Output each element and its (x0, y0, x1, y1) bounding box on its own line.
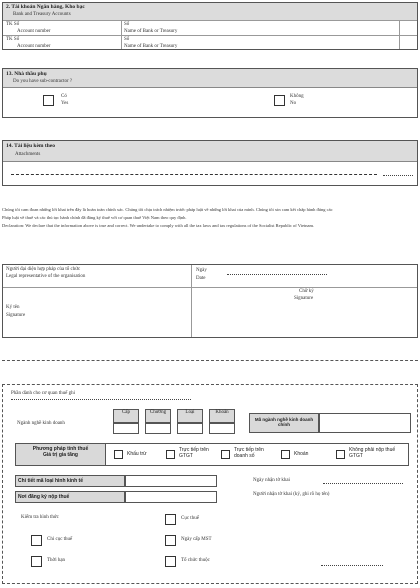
bank-account-label-en: Account number (17, 29, 51, 34)
method-khong-label: Không phải nộp thuế GTGT (349, 447, 396, 459)
detail-label (15, 475, 125, 487)
reg-place-input[interactable] (125, 491, 217, 503)
date-note-2: Người nhận tờ khai (ký, ghi rõ họ tên) (253, 492, 330, 497)
extra-checkbox-4[interactable] (31, 556, 42, 567)
bank-account-label: TK Số (6, 22, 20, 27)
subcontractor-yes-checkbox[interactable] (43, 95, 54, 106)
code-input-khoan[interactable] (209, 423, 235, 434)
stamp-label: Chữ ký (299, 289, 314, 294)
code-input-cap[interactable] (113, 423, 139, 434)
tax-method-box (15, 443, 409, 466)
extra-label-3: Ngày cấp MST (181, 537, 212, 542)
subcontractor-subtitle: Do you have sub-contractor ? (13, 79, 73, 84)
tax-method-label (16, 444, 106, 465)
extra-checkbox-5[interactable] (165, 556, 176, 567)
method-khau-tru-checkbox[interactable] (114, 450, 123, 459)
attachments-dotted-line (383, 175, 413, 176)
officer-title: Phần dành cho cơ quan thuế ghi (11, 391, 76, 396)
bank-name-label: Số (124, 37, 130, 42)
date-label: Ngày (196, 268, 207, 273)
bank-accounts-title: 2. Tài khoản Ngân hàng, Kho bạc (6, 4, 85, 10)
bank-name-label-en: Name of Bank or Treasury (124, 44, 178, 49)
extra-checkbox-3[interactable] (165, 535, 176, 546)
code-header-label: Chương (149, 410, 167, 415)
subcontractor-yes-label-en: Yes (61, 101, 69, 106)
date-label-en: Date (196, 276, 206, 281)
extra-label-5: Tổ chức thuộc (181, 558, 210, 563)
method-doanh-so-checkbox[interactable] (221, 450, 230, 459)
cut-line (2, 360, 418, 361)
sign-label: Ký tên (6, 305, 20, 310)
method-khau-tru-label: Khấu trừ (127, 451, 147, 457)
method-gtgt-label: Trực tiếp trên GTGT (179, 447, 209, 459)
date-note-1: Ngày nhận tờ khai (253, 478, 290, 483)
subcontractor-title: 13. Nhà thầu phụ (6, 71, 47, 77)
bank-account-label-en: Account number (17, 44, 51, 49)
bank-row-2 (3, 35, 417, 51)
bank-accounts-section (2, 2, 418, 50)
detail-text: Chi tiết mã loại hình kinh tế (18, 478, 84, 484)
signature-section (2, 264, 418, 338)
extra-checkbox-1[interactable] (165, 514, 176, 525)
main-code-input[interactable] (319, 413, 411, 433)
bank-row-1 (3, 20, 417, 36)
attachments-dashed-line (11, 174, 377, 175)
declaration-line-1: Chúng tôi cam đoan những lời khai trên đây là hoàn toàn chính xác. Chúng tôi chịu trách nhiệm trước pháp luật về những lời khai của mình. Chúng tôi xin cam kết chấp hành đúng các (2, 207, 333, 212)
rep-label: Người đại diện hợp pháp của tổ chức (6, 267, 81, 272)
signature-row-divider (3, 287, 417, 288)
attachments-header (3, 141, 417, 162)
code-header-cap (113, 409, 139, 423)
subcontractor-no-checkbox[interactable] (274, 95, 285, 106)
method-khoan-label: Khoán (294, 451, 309, 457)
attachments-section (2, 140, 418, 186)
extra-checkbox-2[interactable] (31, 535, 42, 546)
subcontractor-no-label-en: No (290, 101, 297, 106)
officer-section (2, 384, 418, 584)
attachments-subtitle: Attachments (15, 152, 41, 157)
date-dotted-line (227, 274, 327, 275)
code-header-label: Khoản (215, 410, 229, 415)
declaration-line-2: Pháp luật về thuế và các thủ tục hành chính đã đăng ký thuế với cơ quan thuế Việt Nam theo quy định. (2, 215, 187, 220)
sign-label-en: Signature (6, 313, 26, 318)
attachments-title: 14. Tài liệu kèm theo (6, 143, 55, 149)
bank-account-label: TK Số (6, 37, 20, 42)
bank-accounts-subtitle: Bank and Treasury Accounts (13, 12, 71, 17)
method-khong-checkbox[interactable] (336, 450, 345, 459)
tax-method-title: Phương pháp tính thuế (32, 446, 89, 452)
subcontractor-no-label: Không (290, 94, 304, 99)
main-code-label (249, 413, 319, 433)
main-code-text: Mã ngành nghề kinh doanh chính (254, 417, 314, 427)
subcontractor-section (2, 68, 418, 118)
subcontractor-header (3, 69, 417, 88)
extra-label-4: Thời hạn (47, 558, 66, 563)
subcontractor-yes-label: Có (61, 94, 67, 99)
code-header-chuong (145, 409, 171, 423)
rep-label-en: Legal representative of the organisation (6, 274, 86, 279)
extra-label-0: Kiểm tra hình thức (21, 515, 59, 520)
declaration-line-3: Declaration: We declare that the information above is true and correct. We undertake to comply with all the tax laws and tax regulations of the Socialist Republic of Vietnam. (2, 223, 315, 228)
business-code-label: Ngành nghề kinh doanh (17, 421, 65, 426)
method-doanh-so-label: Trực tiếp trên doanh số (234, 447, 264, 459)
bank-name-label: Số (124, 22, 130, 27)
code-header-label: Loại (185, 410, 195, 415)
officer-sign-line (321, 565, 383, 566)
code-input-loai[interactable] (177, 423, 203, 434)
officer-title-underline (11, 399, 191, 400)
bank-name-label-en: Name of Bank or Treasury (124, 29, 178, 34)
code-input-chuong[interactable] (145, 423, 171, 434)
method-khoan-checkbox[interactable] (281, 450, 290, 459)
method-gtgt-checkbox[interactable] (166, 450, 175, 459)
date-note-1-line (323, 483, 403, 484)
extra-label-2: Chi cục thuế (47, 537, 73, 542)
code-header-khoan (209, 409, 235, 423)
bank-accounts-header (3, 3, 417, 21)
signature-col-divider (191, 265, 192, 337)
reg-place-label (15, 491, 125, 503)
code-header-label: Cấp (121, 410, 131, 415)
code-header-loai (177, 409, 203, 423)
extra-label-1: Cục thuế (181, 516, 199, 521)
stamp-label-en: Signature (294, 296, 314, 301)
detail-input[interactable] (125, 475, 217, 487)
reg-place-text: Nơi đăng ký nộp thuế (18, 494, 70, 500)
tax-method-subtitle: Giá trị gia tăng (42, 452, 78, 458)
